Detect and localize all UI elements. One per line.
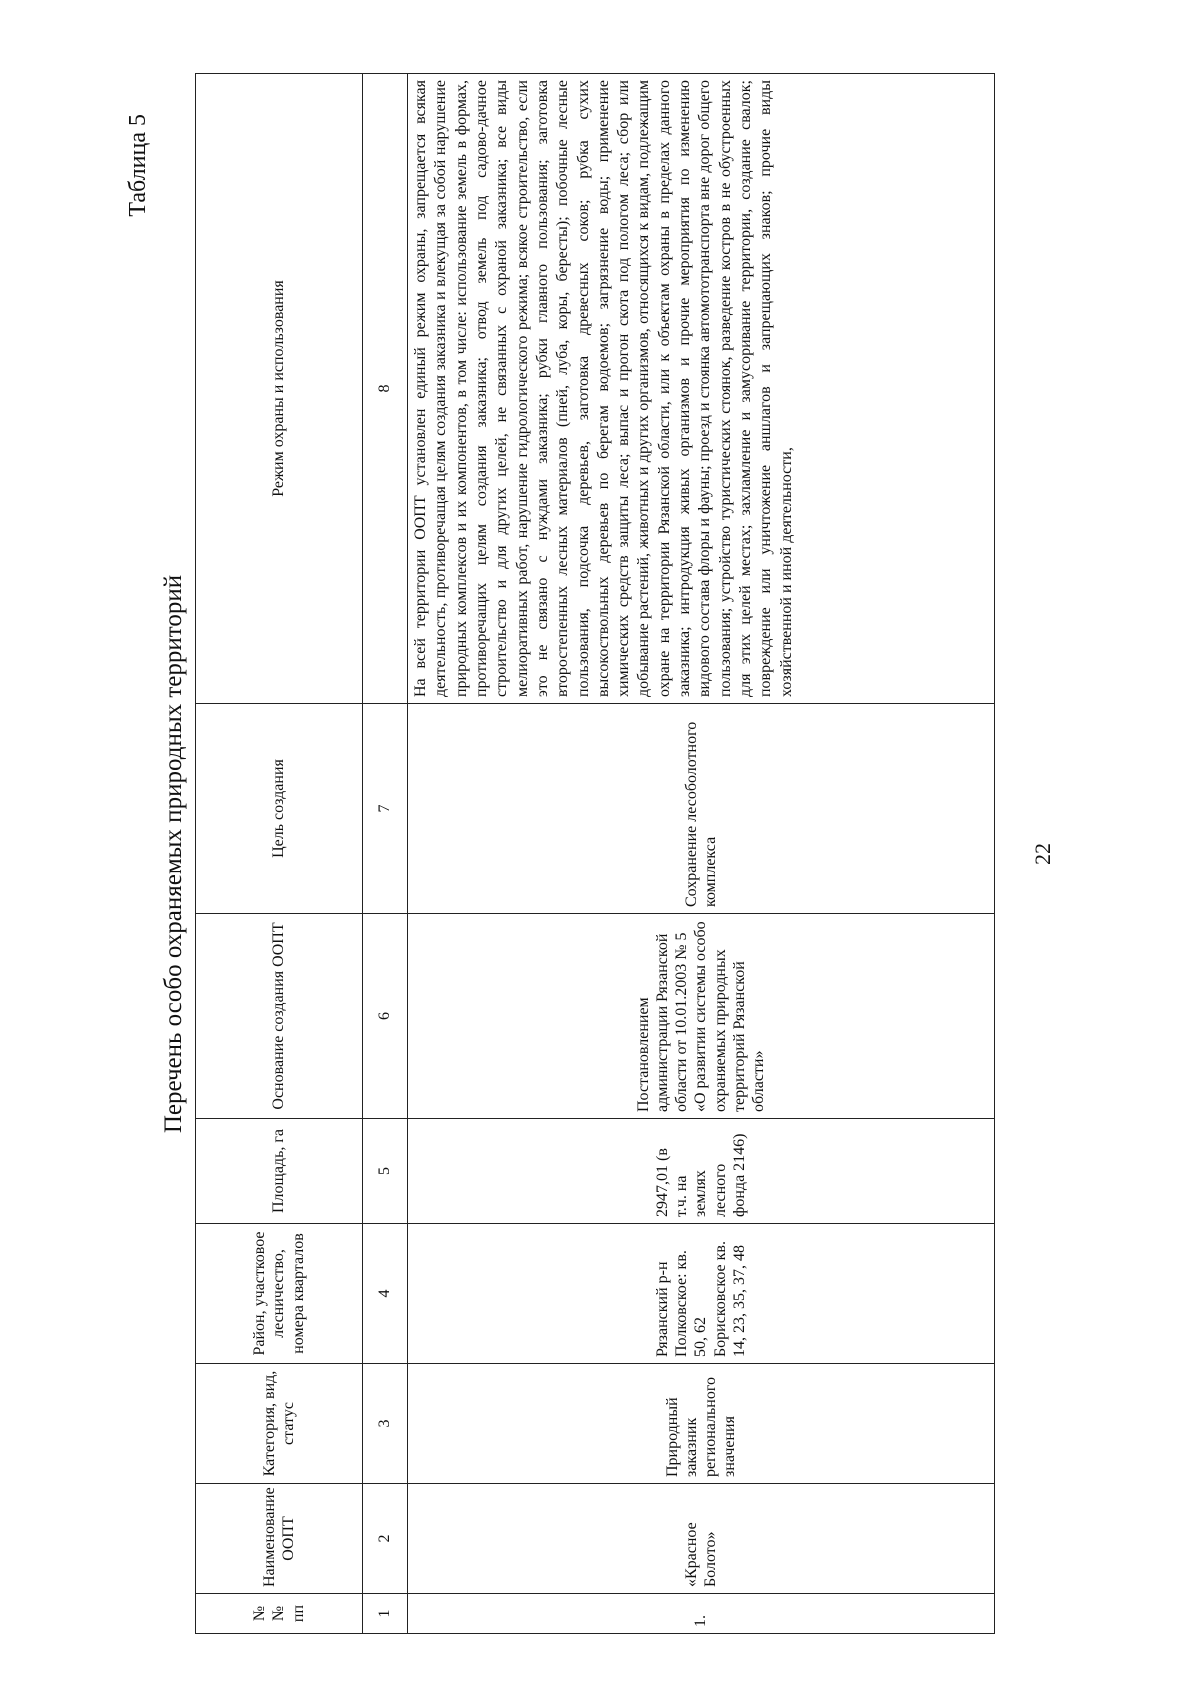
row-number: 1. bbox=[408, 1594, 995, 1634]
column-number: 2 bbox=[363, 1484, 408, 1594]
area-name: «Красное Болото» bbox=[408, 1484, 995, 1594]
area-category: Природный заказник регионального значения bbox=[408, 1364, 995, 1484]
table-row bbox=[408, 74, 995, 1634]
creation-basis: Постановлением администрации Рязанской области от 10.01.2003 № 5 «О развитии системы особо охраняемых природных территорий Рязанской области» bbox=[408, 914, 995, 1119]
column-number: 4 bbox=[363, 1224, 408, 1364]
header-basis: Основание создания ООПТ bbox=[196, 914, 363, 1119]
column-number: 8 bbox=[363, 74, 408, 704]
area-size: 2947,01 (в т.ч. на землях лесного фонда 2146) bbox=[408, 1119, 995, 1224]
column-number: 5 bbox=[363, 1119, 408, 1224]
header-area: Площадь, га bbox=[196, 1119, 363, 1224]
column-number: 1 bbox=[363, 1594, 408, 1634]
table-label: Таблица 5 bbox=[125, 114, 151, 217]
area-location: Рязанский р-н Полковское: кв. 50, 62 Борисковское кв. 14, 23, 35, 37, 48 bbox=[408, 1224, 995, 1364]
column-number: 7 bbox=[363, 704, 408, 914]
header-regime: Режим охраны и использования bbox=[196, 74, 363, 704]
protected-areas-table bbox=[195, 73, 995, 1634]
rotated-page bbox=[125, 74, 1065, 1634]
document-title: Перечень особо охраняемых природных территорий bbox=[160, 574, 187, 1134]
header-row bbox=[196, 74, 363, 1634]
column-number: 6 bbox=[363, 914, 408, 1119]
header-number: №№ пп bbox=[196, 1594, 363, 1634]
header-name: Наименование ООПТ bbox=[196, 1484, 363, 1594]
creation-purpose: Сохранение лесоболотного комплекса bbox=[408, 704, 995, 914]
header-purpose: Цель создания bbox=[196, 704, 363, 914]
column-number-row bbox=[363, 74, 408, 1634]
column-number: 3 bbox=[363, 1364, 408, 1484]
header-location: Район, участковое лесничество, номера кварталов bbox=[196, 1224, 363, 1364]
protection-regime: На всей территории ООПТ установлен единый режим охраны, запрещается всякая деятельность, противоречащая целям создания заказника и влекущая за собой нарушение природных комплексов и их компонентов, в том числе: использование земель в формах, противоречащих целям создания заказника; отвод земель под садово-дачное строительство и для других целей, не связанных с охраной заказника; все виды мелиоративных работ, нарушение гидрологического режима; всякое строительство, если это не связано с нуждами заказника; рубки главного пользования; заготовка второстепенных лесных материалов (пней, луба, коры, бересты); побочные лесные пользования, подсочка деревьев, заготовка древесных соков; рубка сухих высокоствольных деревьев по берегам водоемов; загрязнение воды; применение химических средств защиты леса; выпас и прогон скота под пологом леса; сбор или добывание растений, животных и других организмов, относящихся к видам, подлежащим охране на территории Рязанской области, или к объектам охраны в пределах данного заказника; интродукция живых организмов и прочие мероприятия по изменению видового состава флоры и фауны; проезд и стоянка автомототранспорта вне дорог общего пользования; устройство туристических стоянок, разведение костров в не обустроенных для этих целей местах; захламление и замусоривание территории, создание свалок; повреждение или уничтожение аншлагов и запрещающих знаков; прочие виды хозяйственной и иной деятельности, bbox=[408, 74, 995, 704]
page-number: 22 bbox=[1030, 843, 1055, 865]
header-category: Категория, вид, статус bbox=[196, 1364, 363, 1484]
